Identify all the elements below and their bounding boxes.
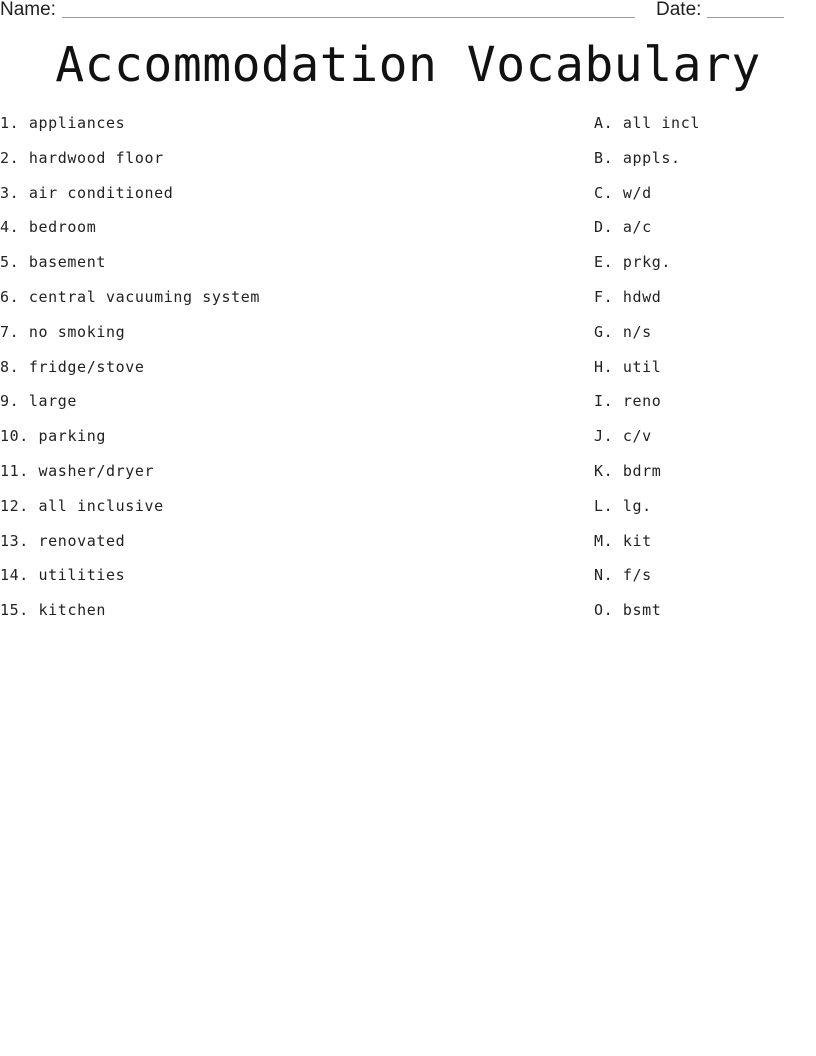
term-item — [0, 425, 420, 460]
term-text: kitchen — [38, 601, 106, 620]
term-number: 10. — [0, 427, 29, 446]
definition-item — [594, 216, 794, 251]
term-text: no smoking — [28, 322, 126, 341]
definition-item — [594, 495, 794, 530]
definition-text: hdwd — [622, 287, 662, 306]
definition-text: reno — [622, 392, 662, 411]
definition-item — [594, 390, 794, 425]
date-label: Date: — [656, 0, 702, 20]
name-label: Name: — [0, 0, 56, 20]
term-text: utilities — [38, 566, 126, 585]
term-number: 6. — [0, 287, 20, 306]
term-number: 9. — [0, 392, 20, 411]
term-text: central vacuuming system — [28, 287, 261, 306]
definition-text: prkg. — [622, 253, 672, 272]
term-text: basement — [28, 253, 106, 272]
definition-item — [594, 425, 794, 460]
term-item — [0, 530, 420, 565]
definition-text: kit — [622, 531, 652, 550]
date-blank-line[interactable] — [707, 17, 784, 18]
definition-text: appls. — [622, 148, 681, 167]
definition-letter: H. — [594, 357, 614, 376]
term-text: fridge/stove — [28, 357, 145, 376]
term-item — [0, 182, 420, 217]
term-item — [0, 251, 420, 286]
term-number: 1. — [0, 114, 20, 132]
definition-text: bdrm — [622, 461, 662, 480]
definition-text: n/s — [622, 322, 652, 341]
definition-text: f/s — [622, 566, 652, 585]
definition-item — [594, 530, 794, 565]
terms-list — [0, 112, 420, 634]
term-number: 7. — [0, 322, 20, 341]
term-number: 2. — [0, 148, 20, 167]
definition-text: a/c — [622, 218, 652, 237]
definition-letter: F. — [594, 287, 614, 306]
definition-letter: M. — [594, 531, 614, 550]
term-number: 4. — [0, 218, 20, 237]
definition-letter: B. — [594, 148, 614, 167]
definition-item — [594, 182, 794, 217]
page-title: Accommodation Vocabulary — [55, 37, 761, 93]
term-number: 3. — [0, 183, 20, 202]
term-item — [0, 286, 420, 321]
term-number: 5. — [0, 253, 20, 272]
definition-letter: L. — [594, 496, 614, 515]
definition-text: c/v — [622, 427, 652, 446]
definitions-list — [594, 112, 794, 634]
definition-text: w/d — [622, 183, 652, 202]
term-item — [0, 495, 420, 530]
definition-letter: D. — [594, 218, 614, 237]
term-item — [0, 564, 420, 599]
definition-letter: G. — [594, 322, 614, 341]
term-number: 11. — [0, 461, 29, 480]
term-item — [0, 321, 420, 356]
term-text: appliances — [28, 114, 126, 132]
term-item — [0, 460, 420, 495]
term-text: air conditioned — [28, 183, 174, 202]
definition-item — [594, 599, 794, 634]
definition-letter: O. — [594, 601, 614, 620]
definition-letter: J. — [594, 427, 614, 446]
worksheet-header — [0, 0, 816, 22]
term-text: parking — [38, 427, 106, 446]
definition-letter: E. — [594, 253, 614, 272]
term-text: bedroom — [28, 218, 97, 237]
term-item — [0, 599, 420, 634]
definition-letter: A. — [594, 114, 614, 132]
term-number: 8. — [0, 357, 20, 376]
definition-item — [594, 112, 794, 147]
term-number: 13. — [0, 531, 29, 550]
definition-letter: C. — [594, 183, 614, 202]
definition-item — [594, 286, 794, 321]
term-item — [0, 390, 420, 425]
definition-text: all incl — [622, 114, 700, 132]
definition-item — [594, 147, 794, 182]
term-item — [0, 356, 420, 391]
term-item — [0, 147, 420, 182]
term-item — [0, 112, 420, 147]
definition-letter: N. — [594, 566, 614, 585]
definition-text: bsmt — [622, 601, 662, 620]
term-number: 14. — [0, 566, 29, 585]
term-text: large — [28, 392, 78, 411]
term-text: all inclusive — [38, 496, 164, 515]
term-item — [0, 216, 420, 251]
term-number: 12. — [0, 496, 29, 515]
term-number: 15. — [0, 601, 29, 620]
definition-text: util — [622, 357, 662, 376]
term-text: washer/dryer — [38, 461, 155, 480]
definition-text: lg. — [622, 496, 652, 515]
definition-item — [594, 251, 794, 286]
definition-item — [594, 564, 794, 599]
definition-letter: K. — [594, 461, 614, 480]
name-blank-line[interactable] — [62, 17, 635, 18]
definition-item — [594, 321, 794, 356]
definition-item — [594, 356, 794, 391]
definition-item — [594, 460, 794, 495]
term-text: renovated — [38, 531, 126, 550]
term-text: hardwood floor — [28, 148, 164, 167]
definition-letter: I. — [594, 392, 614, 411]
